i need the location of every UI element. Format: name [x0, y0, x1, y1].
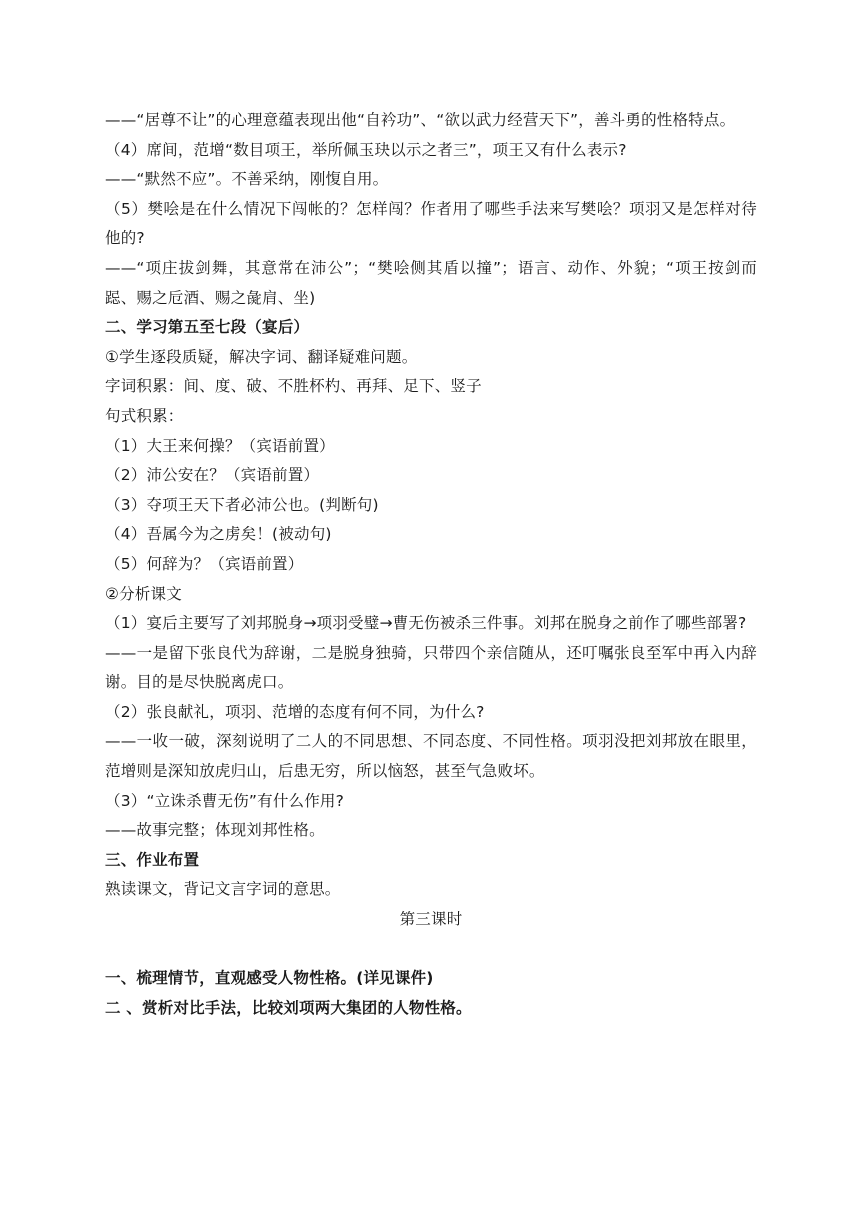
- lesson3-heading-1: 一、梳理情节，直观感受人物性格。(详见课件): [105, 969, 434, 988]
- analysis-question-2: （2）张良献礼，项羽、范增的态度有何不同，为什么?: [105, 702, 485, 721]
- section-heading-2: 二、学习第五至七段（宴后）: [105, 318, 310, 337]
- answer-line-1: ——“居尊不让”的心理意蕴表现出他“自衿功”、“欲以武力经营天下”，善斗勇的性格特点。: [105, 111, 736, 129]
- vocabulary-line: 字词积累：间、度、破、不胜杯杓、再拜、足下、竖子: [105, 377, 482, 396]
- blank-line: [105, 935, 757, 965]
- question-4: （4）席间，范增“数目项王，举所佩玉玦以示之者三”，项王又有什么表示?: [105, 140, 627, 159]
- sentence-patterns-label: 句式积累：: [105, 406, 184, 425]
- question-5: （5）樊哙是在什么情况下闯帐的？怎样闯？作者用了哪些手法来写樊哙？项羽又是怎样对待他的?: [105, 199, 757, 248]
- sentence-item-1: （1）大王来何操？（宾语前置）: [105, 436, 335, 455]
- document-page: [105, 106, 757, 1023]
- lesson3-heading-2: 二 、赏析对比手法，比较刘项两大集团的人物性格。: [105, 998, 472, 1017]
- lesson-title: 第三课时: [399, 910, 463, 929]
- sentence-item-3: （3）夺项王天下者必沛公也。(判断句): [105, 495, 379, 514]
- step-2: ②分析课文: [105, 584, 182, 603]
- step-1: ①学生逐段质疑，解决字词、翻译疑难问题。: [105, 347, 418, 366]
- analysis-question-3: （3）“立诛杀曹无伤”有什么作用?: [105, 791, 345, 810]
- analysis-answer-3: ——故事完整；体现刘邦性格。: [105, 821, 325, 840]
- homework-line: 熟读课文，背记文言字词的意思。: [105, 880, 341, 899]
- analysis-answer-2: ——一收一破，深刻说明了二人的不同思想、不同态度、不同性格。项羽没把刘邦放在眼里，范增则是深知放虎归山，后患无穷，所以恼怒，甚至气急败坏。: [105, 732, 757, 781]
- answer-line-3: ——“项庄拔剑舞，其意常在沛公”；“樊哙侧其盾以撞”；语言、动作、外貌；“项王按剑而跽、赐之卮酒、赐之彘肩、坐): [105, 258, 757, 307]
- sentence-item-2: （2）沛公安在？（宾语前置）: [105, 466, 320, 485]
- analysis-answer-1: ——一是留下张良代为辞谢，二是脱身独骑，只带四个亲信随从，还叮嘱张良至军中再入内辞谢。目的是尽快脱离虎口。: [105, 643, 757, 692]
- analysis-question-1: （1）宴后主要写了刘邦脱身→项羽受璧→曹无伤被杀三件事。刘邦在脱身之前作了哪些部署?: [105, 614, 747, 633]
- sentence-item-5: （5）何辞为？（宾语前置）: [105, 554, 304, 573]
- section-heading-3: 三、作业布置: [105, 850, 200, 869]
- answer-line-2: ——“默然不应”。不善采纳，刚愎自用。: [105, 170, 389, 189]
- sentence-item-4: （4）吾属今为之虏矣！(被动句): [105, 525, 332, 544]
